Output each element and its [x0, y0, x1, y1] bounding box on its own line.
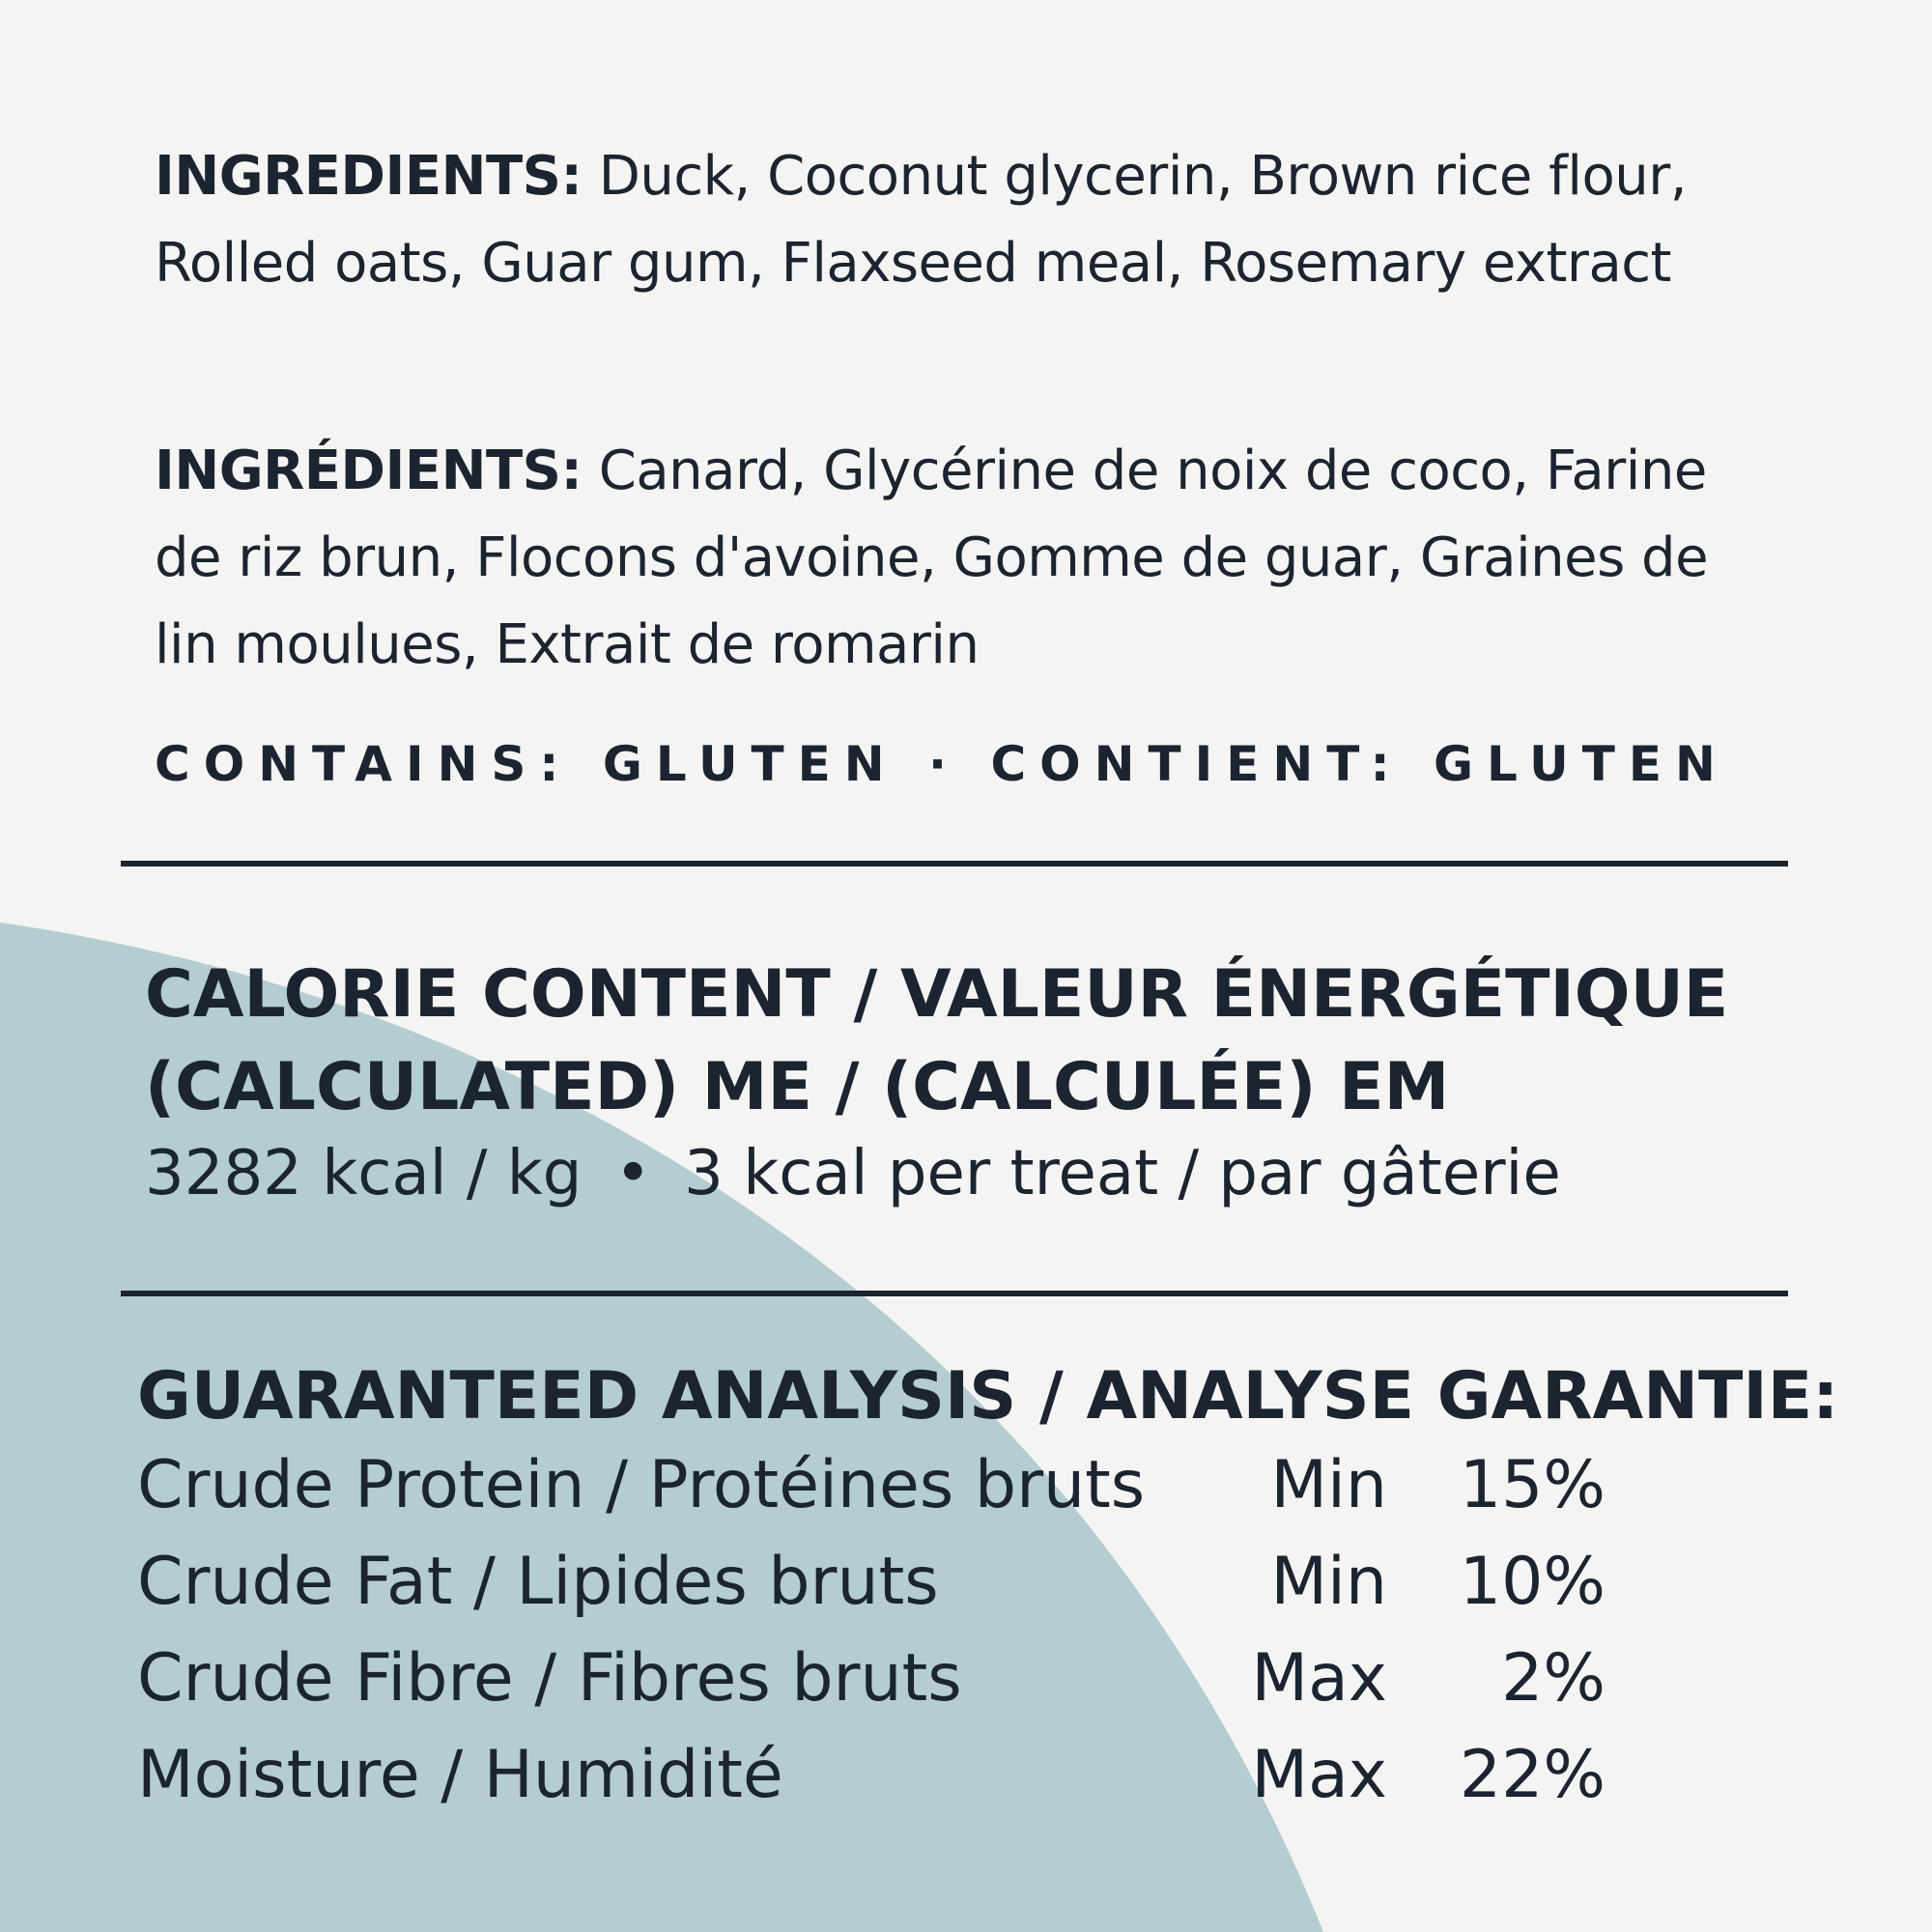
ingredients-text-fr: Canard, Glycérine de noix de coco, Farine de riz brun, Flocons d'avoine, Gomme de guar, Graines de lin moulues, Extrait de romarin: [155, 440, 1709, 676]
analysis-value: 10%: [1459, 1544, 1605, 1620]
analysis-row-protein: [137, 1447, 1605, 1544]
analysis-min-max: Max: [1251, 1640, 1387, 1717]
analysis-value: 22%: [1459, 1737, 1605, 1813]
analysis-value: 15%: [1459, 1447, 1605, 1523]
analysis-row-fat: [137, 1544, 1605, 1640]
ingredients-french: [155, 428, 1758, 689]
allergen-statement: CONTAINS: GLUTEN · CONTIENT: GLUTEN: [155, 736, 1729, 792]
ingredients-label-en: INGREDIENTS:: [155, 145, 582, 208]
ingredients-label-fr: INGRÉDIENTS:: [155, 440, 582, 502]
calorie-per-treat: 3 kcal per treat / par gâterie: [684, 1138, 1561, 1209]
calorie-per-kg: 3282 kcal / kg: [145, 1138, 582, 1209]
divider-bottom: [121, 1291, 1788, 1296]
analysis-nutrient-name: Crude Protein / Protéines bruts: [137, 1447, 1146, 1523]
calorie-separator: •: [614, 1138, 652, 1209]
calorie-values: [145, 1138, 1561, 1209]
divider-top: [121, 861, 1788, 867]
analysis-nutrient-name: Moisture / Humidité: [137, 1737, 783, 1813]
ingredients-english: [155, 133, 1758, 307]
analysis-row-moisture: [137, 1737, 1605, 1833]
analysis-nutrient-name: Crude Fat / Lipides bruts: [137, 1544, 939, 1620]
analysis-heading: GUARANTEED ANALYSIS / ANALYSE GARANTIE:: [137, 1358, 1839, 1435]
analysis-min-max: Max: [1251, 1737, 1387, 1813]
analysis-row-fibre: [137, 1640, 1605, 1737]
analysis-min-max: Min: [1270, 1544, 1387, 1620]
analysis-min-max: Min: [1270, 1447, 1387, 1523]
analysis-nutrient-name: Crude Fibre / Fibres bruts: [137, 1640, 962, 1717]
calorie-heading-line1: CALORIE CONTENT / VALEUR ÉNERGÉTIQUE: [145, 956, 1729, 1033]
calorie-heading-line2: (CALCULATED) ME / (CALCULÉE) EM: [145, 1049, 1450, 1125]
ingredients-text-en: Duck, Coconut glycerin, Brown rice flour, Rolled oats, Guar gum, Flaxseed meal, Rosemary extract: [155, 145, 1688, 295]
analysis-value: 2%: [1501, 1640, 1605, 1717]
